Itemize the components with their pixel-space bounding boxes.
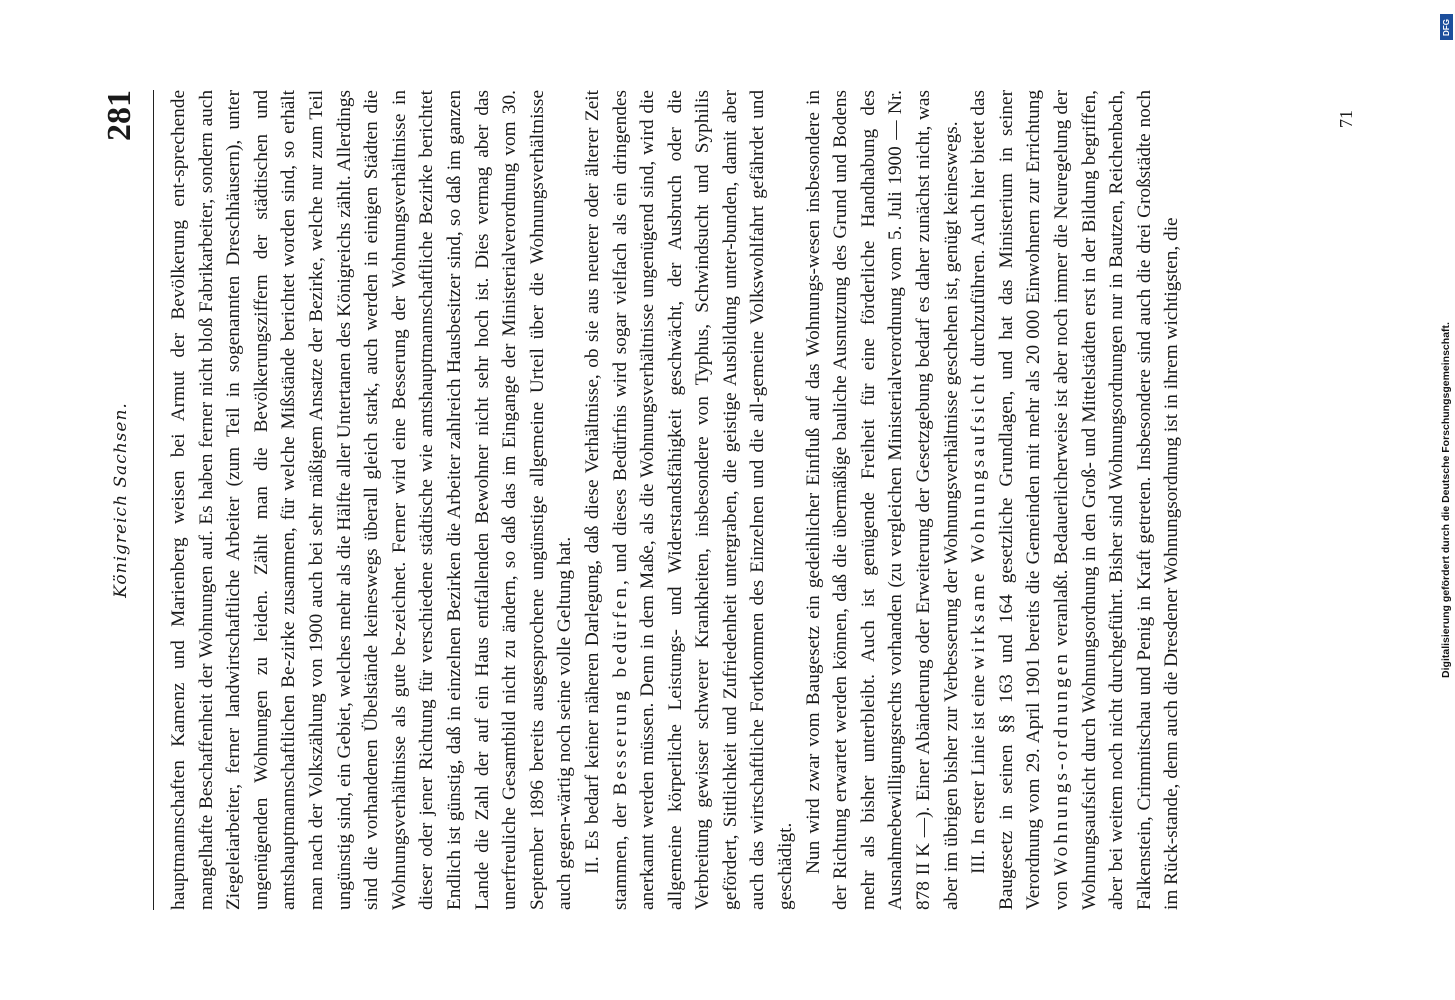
- page-header: [97, 90, 157, 910]
- paragraph-4-spaced-2: Wohnungs-ordnungen: [1051, 651, 1072, 876]
- header-rule: [153, 90, 154, 910]
- dfg-logo-icon: [1440, 14, 1453, 40]
- paragraph-4: [965, 90, 1186, 910]
- paragraph-2-part-a: II. Es bedarf keiner näheren Darlegung, daß diese Verhältnisse, ob sie aus neuerer oder älterer Zeit stammen, der: [581, 90, 631, 910]
- paragraph-4-part-b: durchzuführen. Auch hier bietet das Baugesetz in seinen §§ 163 und 164 gesetzliche Grundlagen, und hat das Ministerium in seiner Verordnung vom 29. April 1901 bereits die Gemeinden mit mehr als 20 000 Einwohnern zur Errichtung von: [968, 90, 1072, 910]
- sheet-number: 71: [1336, 110, 1356, 128]
- body-text: [165, 90, 1186, 910]
- paragraph-2-spaced: Besserung bedürfen: [609, 585, 631, 796]
- paragraph-4-part-c: veranlaßt. Bedauerlicherweise ist aber noch immer die Neuregelung der Wohnungsaufsicht durch Wohnungsordnung in den Groß- und Mittelstädten erst in der Bildung begriffen, aber bei weitem noch nicht durchgeführt. Bisher sind Wohnungsordnungen nur in Bautzen, Reichenbach, Falkenstein, Crimmitschau und Penig in Kraft getreten. Insbesondere sind auch die drei Großstädte noch im Rück-stande, denn auch die Dresdener Wohnungsordnung ist in ihrem wichtigsten, die: [1051, 89, 1183, 910]
- paragraph-1: hauptmannschaften Kamenz und Marienberg weisen bei Armut der Bevölkerung ent-sprechende mangelhafte Beschaffenheit der Wohnungen auf. Es haben ferner nicht bloß Fabrikarbeiter, sondern auch Ziegeleiarbeiter, ferner landwirtschaftliche Arbeiter (zum Teil in sogenannten Dreschhäusern), unter ungenügenden Wohnungen zu leiden. Zählt man die Bevölkerungsziffern der städtischen und amtshauptmannschaftlichen Be-zirke zusammen, für welche Mißstände berichtet worden sind, so erhält man nach der Volkszählung von 1900 auch bei sehr mäßigem Ansatze der Bezirke, welche nur zum Teil ungünstig sind, ein Gebiet, welches mehr als die Hälfte aller Untertanen des Königreichs zählt. Allerdings sind die vorhandenen Übelstände keineswegs überall gleich stark, auch werden in einigen Städten die Wohnungsverhältnisse als gute be-zeichnet. Ferner wird eine Besserung der Wohnungsverhältnisse in dieser oder jener Richtung für verschiedene städtische wie amtshauptmannschaftliche Bezirke berichtet Endlich ist günstig, daß in einzelnen Bezirken die Arbeiter zahlreich Hausbesitzer sind, so daß im ganzen Lande die Zahl der auf ein Haus entfallenden Bewohner nicht sehr hoch ist. Dies vermag aber das unerfreuliche Gesamtbild nicht zu ändern, so daß das im Eingange der Ministerialverordnung vom 30. September 1896 bereits ausgesprochene ungünstige allgemeine Urteil über die Wohnungsverhältnisse auch gegen-wärtig noch seine volle Geltung hat.: [168, 90, 576, 910]
- paragraph-2-part-b: , und dieses Bedürfnis wird sogar vielfach als ein dringendes anerkannt werden müssen. Denn in dem Maße, als die Wohnungsverhältnisse ungenügend sind, wird die allgemeine körperliche Leistungs- und Widerstandsfähigkeit geschwächt, der Ausbruch oder die Verbreitung gewisser schwerer Krankheiten, insbesondere von Typhus, Schwindsucht und Syphilis gefördert, Sittlichkeit und Zufriedenheit untergraben, die geistige Ausbildung unter-bunden, damit aber auch das wirtschaftliche Fortkommen des Einzelnen und die all-gemeine Volkswohlfahrt gefährdet und geschädigt.: [609, 90, 797, 910]
- paragraph-4-spaced-1: wirksame Wohnungsaufsicht: [968, 371, 990, 670]
- rotated-document-page: [97, 90, 1357, 910]
- page-number: 281: [101, 90, 138, 141]
- dfg-logo-text: DFG: [1442, 18, 1452, 36]
- paragraph-2: [579, 90, 800, 910]
- paragraph-3: Nun wird zwar vom Baugesetz ein gedeihlicher Einfluß auf das Wohnungs-wesen insbesondere in der Richtung erwartet werden können, daß die übermäßige bauliche Ausnutzung des Grund und Bodens mehr als bisher unterbleibt. Auch ist genügende Freiheit für eine förderliche Handhabung des Ausnahmebewilligungsrechts vorhanden (zu vergleichen Ministerialverordnung vom 5. Juli 1900 — Nr. 878 II K —). Einer Abänderung oder Erweiterung der Gesetzgebung bedarf es daher zunächst nicht, was aber im übrigen bisher zur Verbesserung der Wohnungsverhältnisse geschehen ist, genügt keineswegs.: [802, 90, 962, 910]
- digitization-note: Digitalisierung gefördert durch die Deutsche Forschungsgemeinschaft.: [1440, 322, 1452, 678]
- paragraph-4-part-a: III. In erster Linie ist eine: [968, 669, 990, 874]
- running-title: Königreich Sachsen.: [111, 402, 131, 598]
